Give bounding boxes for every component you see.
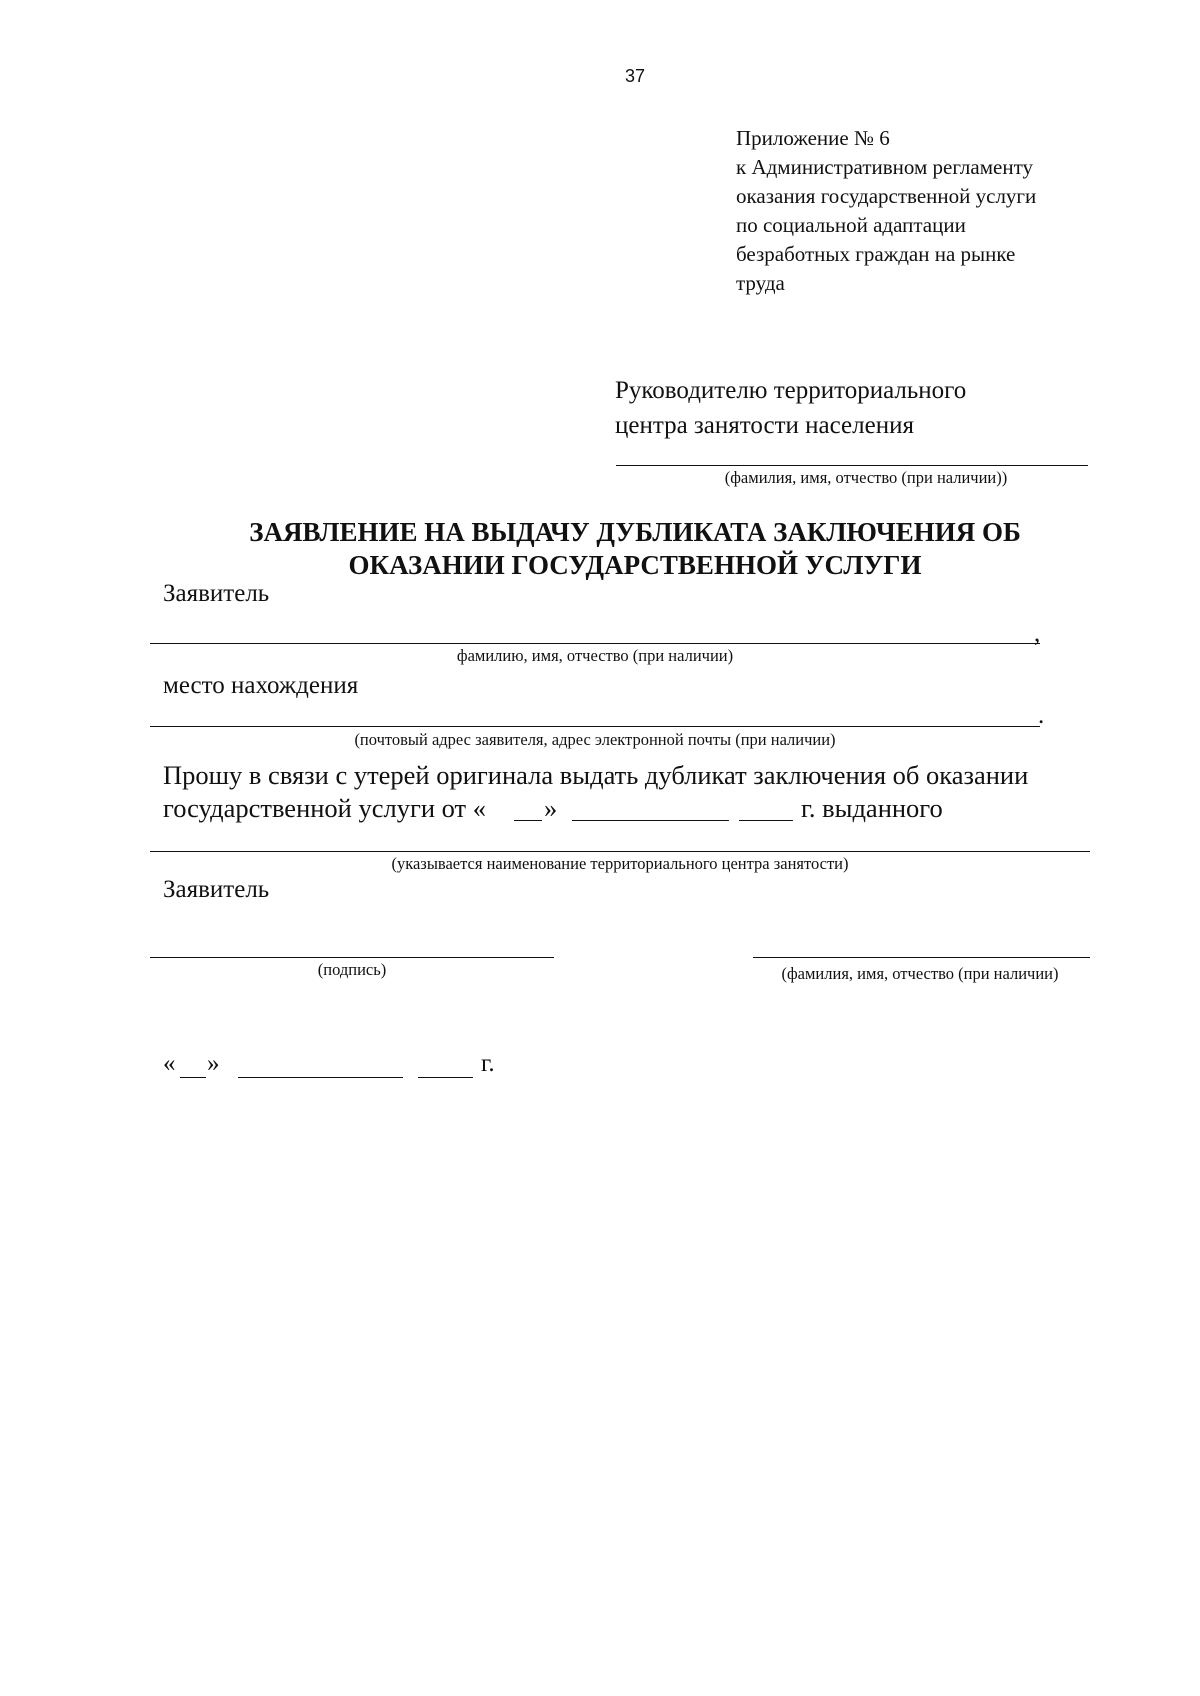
date-month-field[interactable] [238,1077,403,1078]
employment-center-caption: (указывается наименование территориального центра занятости) [391,854,849,873]
title-line-2: ОКАЗАНИИ ГОСУДАРСТВЕННОЙ УСЛУГИ [348,550,922,580]
request-day-field[interactable] [514,820,542,821]
appendix-header [736,124,1036,298]
addressee-line-2: центра занятости населения [615,412,914,439]
appendix-line: Приложение № 6 [736,126,890,150]
appendix-line: безработных граждан на рынке [736,242,1016,266]
employment-center-field[interactable] [150,851,1090,852]
signer-name-field[interactable] [753,957,1090,958]
addressee-name-caption: (фамилия, имя, отчество (при наличии)) [724,468,1008,487]
title-line-1: ЗАЯВЛЕНИЕ НА ВЫДАЧУ ДУБЛИКАТА ЗАКЛЮЧЕНИЯ ОБ [249,517,1021,547]
applicant-name-caption: фамилию, имя, отчество (при наличии) [456,646,734,665]
appendix-line: труда [736,271,785,295]
signature-applicant-label: Заявитель [163,876,270,903]
request-text-line-2-start: государственной услуги от « [163,793,487,823]
date-quote-open: « [163,1050,176,1077]
addressee-name-field[interactable] [616,465,1088,466]
date-quote-close: » [207,1050,220,1077]
request-quote-close: » [544,793,558,823]
addressee-block [615,373,966,443]
appendix-line: по социальной адаптации [736,213,966,237]
date-year-suffix: г. [481,1050,495,1077]
applicant-name-comma: , [1034,620,1041,647]
location-label: место нахождения [163,672,359,699]
location-caption: (почтовый адрес заявителя, адрес электронной почты (при наличии) [354,730,836,749]
date-day-field[interactable] [180,1077,206,1078]
request-month-field[interactable] [572,820,729,821]
location-period: . [1038,702,1045,729]
location-field[interactable] [150,726,1040,727]
appendix-line: к Административном регламенту [736,155,1033,179]
request-text-line-2-end: г. выданного [801,793,943,823]
request-year-field[interactable] [739,820,793,821]
signature-caption: (подпись) [317,960,387,979]
signer-name-caption: (фамилия, имя, отчество (при наличии) [781,964,1059,983]
signature-field[interactable] [150,957,554,958]
page-number: 37 [624,66,646,86]
applicant-name-field[interactable] [150,643,1040,644]
date-year-field[interactable] [418,1077,473,1078]
applicant-label: Заявитель [163,580,270,607]
document-title [0,516,1200,582]
addressee-line-1: Руководителю территориального [615,377,967,404]
appendix-line: оказания государственной услуги [736,184,1037,208]
request-text-line-1: Прошу в связи с утерей оригинала выдать дубликат заключения об оказании [163,760,1029,790]
